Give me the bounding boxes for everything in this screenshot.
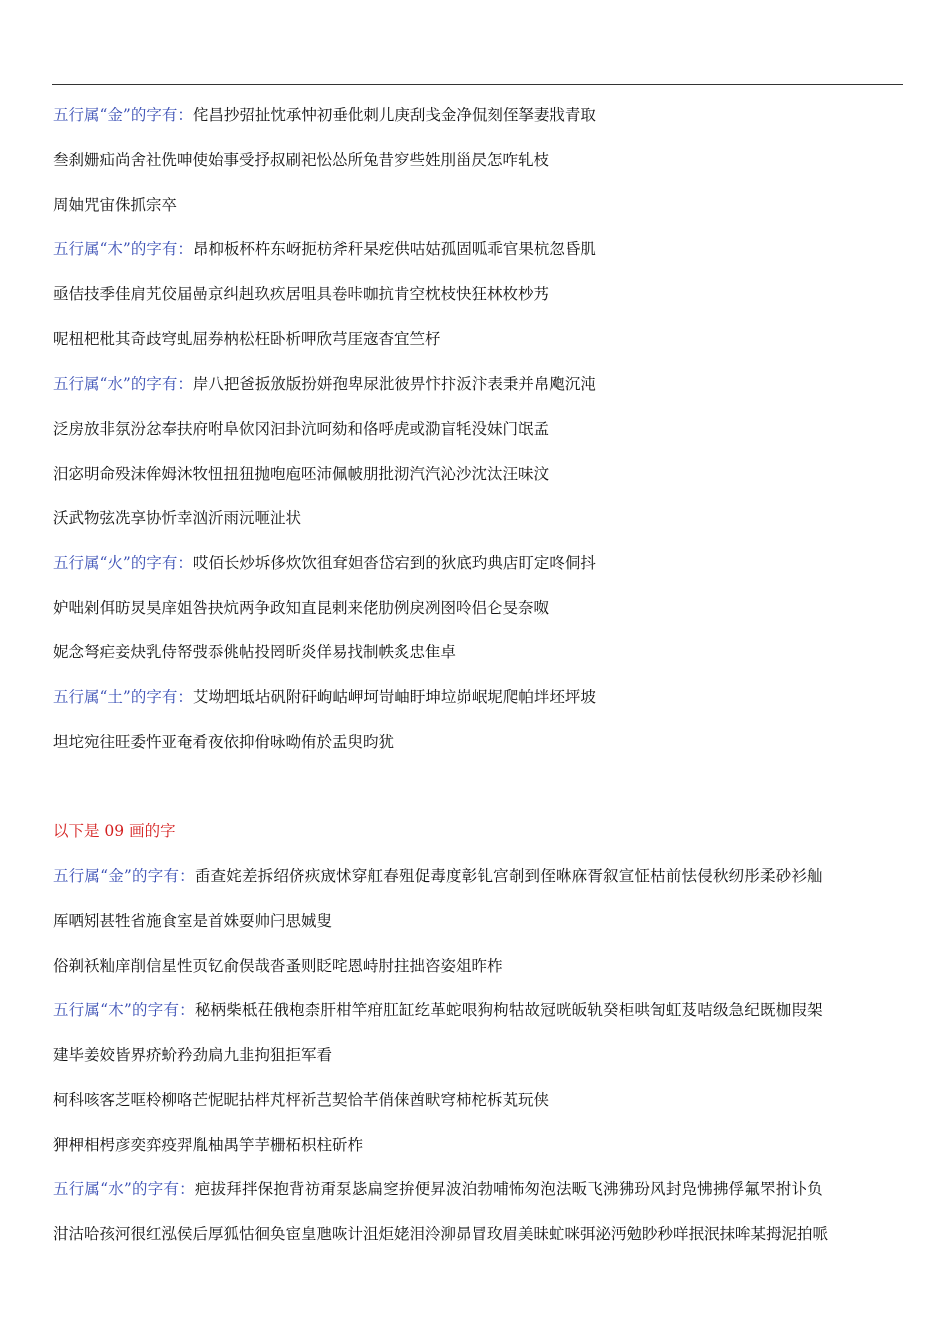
wuxing-label-huo: 五行属“火”的字有：: [53, 554, 193, 572]
char-list: 艾坳垇坻坫矾附矸岣岵岬坷岢岫盱坤垃峁岷坭爬帕坢坯坪坡: [192, 688, 596, 706]
char-list: 昂枊板杯杵东岈扼枋斧秆杲疙供咕姑孤固呱乖官果杭忽昏肌: [192, 240, 596, 258]
line-huo-08-1: [53, 552, 596, 574]
wuxing-label-mu: 五行属“木”的字有：: [53, 1001, 195, 1019]
line-tu-08-1: [53, 686, 596, 708]
wuxing-label-tu: 五行属“土”的字有：: [53, 688, 193, 706]
wuxing-label-shui: 五行属“水”的字有：: [53, 375, 193, 393]
line-mu-09-1: [53, 999, 823, 1021]
line-shui-08-3: 汨宓明命殁沫侔姆沐牧忸扭狃抛咆庖呸沛佩帔朋批沏汽汽沁沙沈汰汪味汶: [53, 465, 550, 483]
line-mu-08-2: 亟佶技季佳肩艽佼届喦京纠赳玖疚居咀具卷咔咖抗肯空枕枝快狂林枚杪艿: [53, 285, 550, 303]
line-mu-09-4: 狎柙相枵彦奕弈疫羿胤柚禺竽芋栅柘枳柱斫柞: [53, 1136, 364, 1154]
line-mu-08-3: 呢杻杷枇其奇歧穹虬屈券枘松枉卧析呷欣芎厓宼杳宜竺杍: [53, 330, 441, 348]
wuxing-label-mu: 五行属“木”的字有：: [53, 240, 193, 258]
wuxing-label-jin: 五行属“金”的字有：: [53, 867, 195, 885]
line-jin-09-3: 俗剃袄籼庠削信星性页钇俞俣哉沓蚤则眨咤恩峙肘拄拙咨姿俎昨柞: [53, 957, 503, 975]
line-jin-09-2: 厍哂矧甚牲省施食室是首姝耍帅闩思娍叟: [53, 912, 333, 930]
line-huo-08-3: 妮念弩疟妾炔乳侍帑弢忝佻帖投罔昕炎佯易找制帙炙忠隹卓: [53, 643, 457, 661]
line-huo-08-2: 妒咄剁佴昉炅昊庠姐咎抉炕两争政知直昆剌来佬肋例戾冽囹呤侣仑旻奈呶: [53, 599, 550, 617]
char-list: 哎佰长炒坼侈炊饮徂耷妲沓岱宕到的狄底玓典店盯定咚侗抖: [192, 554, 596, 572]
line-jin-08-3: 周妯咒宙侏抓宗卒: [53, 196, 178, 214]
char-list: 臿查姹差拆绍侪疢宬怵穿舡春殂促毒度彰钆宫剞到侄咻庥胥叙宣怔枯前怯侵秋纫彤柔砂衫舢: [194, 867, 823, 885]
line-mu-09-3: 柯科咳客芝哐柃柳咯芒怩昵拈柈芃枰祈芑契恰芊俏俫酋畎穹柿柁柝芄玩侠: [53, 1091, 550, 1109]
section-heading-09: 以下是 09 画的字: [53, 822, 176, 840]
char-list: 岸八把爸扳攽版扮姘孢卑尿沘彼畀忭抃汳汴表秉并帛飑沉沌: [192, 375, 596, 393]
wuxing-label-jin: 五行属“金”的字有：: [53, 106, 193, 124]
line-shui-09-1: [53, 1178, 823, 1200]
line-shui-08-2: 泛房放非氛汾忿奉扶府咐阜佽冈汩卦沆呵劾和佫呼虎或泐盲牦没妹门氓孟: [53, 420, 550, 438]
char-list: 侘昌抄弨扯忱承忡初垂仳刺儿庚刮戋金净侃刻侄拏妻戕青取: [192, 106, 596, 124]
char-list: 秘柄柴柢茌俄枹柰肝柑竿疳肛缸纥革蛇哏狗枸牯故冠咣皈轨癸柜哄訇虹芨咭级急纪既枷叚架: [194, 1001, 823, 1019]
line-jin-08-1: [53, 104, 596, 126]
line-mu-09-2: 建毕姜姣皆界疥蚧矜劲扃九韭拘狙拒军看: [53, 1046, 333, 1064]
line-tu-08-2: 坦坨宛往旺委忤亚奄肴夜依抑佾咏呦侑於盂臾昀犹: [53, 733, 395, 751]
line-shui-09-2: 泔沽哈孩河很红泓侯后厚狐怙徊奂宦皇虺咴计沮炬姥泪泠泖昴冒玫眉美昧虻咪弭泌沔勉眇秒咩抿泯抹哞某拇泥拍哌: [53, 1225, 829, 1243]
wuxing-label-shui: 五行属“水”的字有：: [53, 1180, 195, 1198]
line-jin-09-1: [53, 865, 823, 887]
header-rule: [52, 84, 903, 85]
line-jin-08-2: 叁刹姗疝尚舍社侁呻使始事受抒叔刷祀忪怂所兔昔穸些姓刖甾昃怎咋轧枝: [53, 151, 550, 169]
line-mu-08-1: [53, 238, 596, 260]
char-list: 疤拔拜拌保抱背祊甭泵毖扁窆拚便昇波泊勃哺怖匆泡法畈飞沸狒玢风封凫怫拂俘氟罘拊讣负: [194, 1180, 823, 1198]
line-shui-08-4: 沃武物弦冼享协忻幸汹沂雨沅咂沚状: [53, 509, 302, 527]
line-shui-08-1: [53, 373, 596, 395]
